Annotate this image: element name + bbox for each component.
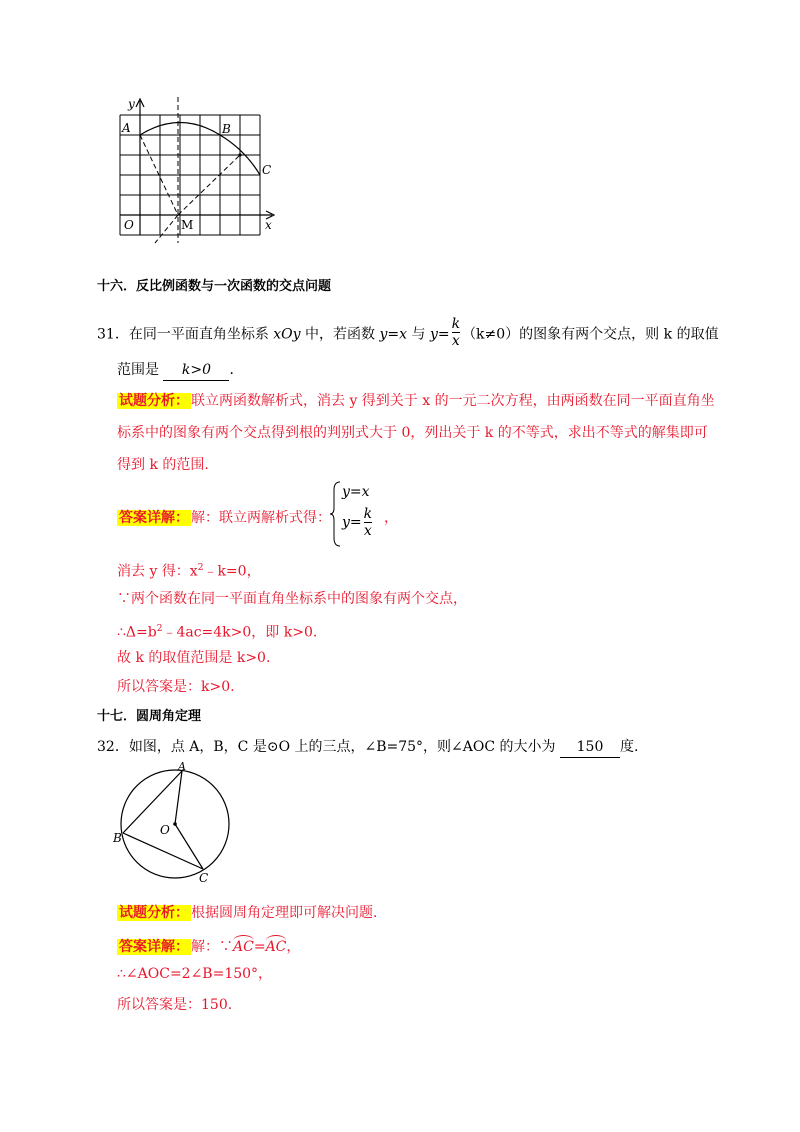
solution-31-step1: 消去 y 得：$x^2﹣k=0$，	[117, 563, 261, 580]
analysis-label: 试题分析：	[119, 393, 189, 409]
equation-system: y=x y= $\frac{k}{x}$	[330, 480, 390, 548]
solution-31-step4: 故 k 的取值范围是 k>0.	[117, 650, 271, 666]
fig1-label-y: y	[128, 97, 135, 111]
solution-31-step3: $\therefore\Delta=b^2﹣4ac=4k>0$，即 k>0.	[117, 624, 318, 641]
analysis-label: 试题分析：	[119, 905, 189, 921]
analysis-32: 试题分析： 根据圆周角定理即可解决问题.	[119, 905, 378, 921]
solution-32-step2: 所以答案是：150.	[117, 997, 233, 1013]
question-31-line2: 范围是 k>0 ．	[117, 360, 243, 381]
solution-label: 答案详解：	[119, 510, 189, 526]
fig1-label-c: C	[262, 163, 272, 177]
solution-32-header: 答案详解： 解：∵AC=AC，	[117, 935, 300, 957]
q32-answer-blank: 150	[560, 737, 620, 758]
fig2-label-o: O	[160, 823, 170, 837]
analysis-31-line2: 标系中的图象有两个交点得到根的判别式大于 0，列出关于 k 的不等式，求出不等式的解集即可	[117, 425, 708, 441]
fig2-label-b: B	[113, 831, 122, 845]
brace-icon	[330, 480, 342, 548]
q31-number: 31．	[97, 326, 129, 343]
circle-figure	[110, 760, 240, 885]
analysis-31-line3: 得到 k 的范围.	[117, 457, 209, 473]
fig1-label-a: A	[122, 121, 131, 135]
solution-31-step2: ∵两个函数在同一平面直角坐标系中的图象有两个交点，	[117, 591, 467, 607]
solution-31-header: 答案详解： 解：联立两解析式得：	[119, 510, 331, 526]
fig1-label-o: O	[124, 218, 134, 232]
analysis-31-line1: 试题分析： 联立两函数解析式，消去 y 得到关于 x 的一元二次方程，由两函数在同一平面直角坐	[119, 393, 715, 409]
system-eq2-lhs: y=	[342, 514, 362, 531]
fig2-label-c: C	[199, 871, 209, 885]
solution-31-step5: 所以答案是：k>0.	[117, 679, 235, 695]
question-31-line1: 31．在同一平面直角坐标系 xOy 中，若函数 y=x 与 y= $\frac{k}{x}$ （k≠0）的图象有两个交点，则 k 的取值	[97, 316, 719, 349]
fig1-label-b: B	[222, 122, 231, 136]
solution-label: 答案详解：	[119, 939, 189, 955]
section-17-title: 十七．圆周角定理	[97, 709, 202, 724]
q31-answer-blank: k>0	[163, 360, 229, 381]
system-comma: ，	[384, 510, 398, 526]
fig2-label-a: A	[178, 760, 186, 773]
q32-number: 32．	[97, 739, 129, 755]
grid-figure	[110, 95, 285, 245]
solution-32-step1: ∴∠AOC=2∠B=150°，	[117, 966, 273, 982]
fig1-label-x: x	[265, 218, 272, 232]
fig1-label-m: M	[181, 218, 194, 232]
section-16-title: 十六．反比例函数与一次函数的交点问题	[97, 279, 332, 294]
system-eq1: y=x	[342, 484, 370, 500]
question-32: 32．如图，点 A，B，C 是⊙O 上的三点，∠B=75°，则∠AOC 的大小为 150 度.	[97, 737, 638, 758]
